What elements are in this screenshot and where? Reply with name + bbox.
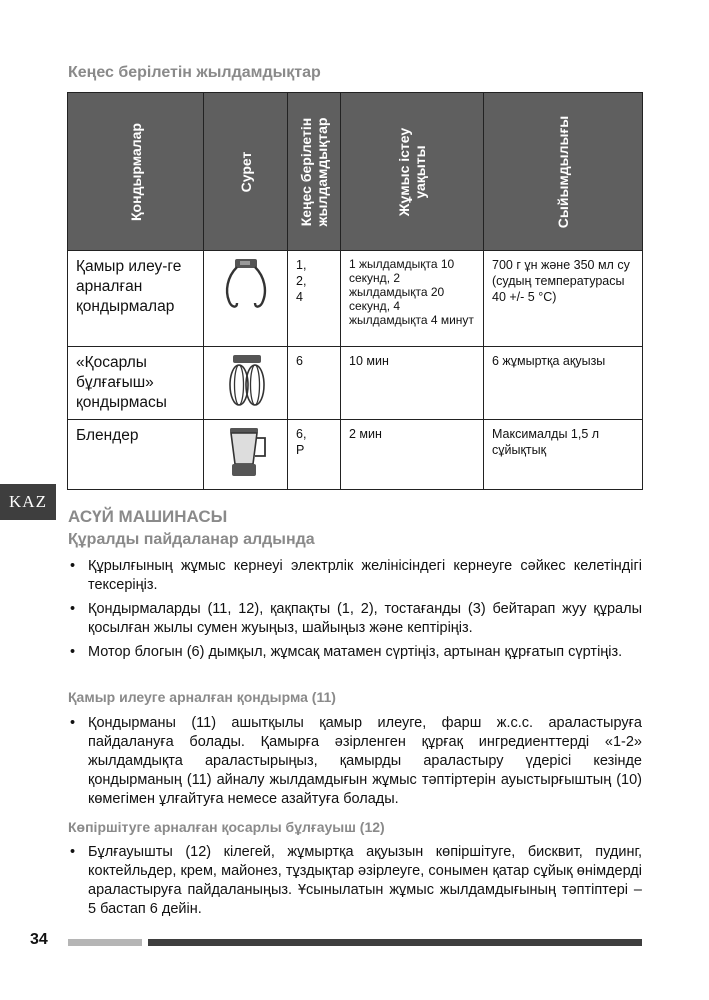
picture-cell [204, 347, 288, 420]
time-cell: 2 мин [341, 420, 484, 490]
header-cell [341, 93, 484, 251]
whisk-heading: Көпіршітуге арналған қосарлы бұлғауыш (12) [68, 819, 385, 835]
capacity-cell: 700 г ұн және 350 мл су (судың температурасы 40 +/- 5 °С) [484, 251, 643, 347]
table-header-row [68, 93, 643, 251]
dough-list [68, 714, 642, 814]
footer-bar-light [68, 939, 142, 946]
blender-jar-icon [221, 426, 273, 480]
double-whisk-icon [221, 353, 273, 409]
dough-hooks-icon [221, 257, 273, 315]
table-title: Кеңес берілетін жылдамдықтар [68, 64, 321, 81]
attachment-cell: Қамыр илеу-ге арналған қондырмалар [68, 251, 204, 347]
attachment-cell: «Қосарлы бұлғағыш» қондырмасы [68, 347, 204, 420]
whisk-list [68, 843, 642, 924]
picture-cell [204, 251, 288, 347]
subsection-title: Құралды пайдаланар алдында [68, 531, 315, 548]
language-tab: KAZ [0, 484, 56, 520]
speeds-cell: 1, 2, 4 [288, 251, 341, 347]
list-item: • Мотор блогын (6) дымқыл, жұмсақ матамен сүртіңіз, артынан құрғатып сүртіңіз. [68, 643, 642, 662]
header-speeds: Кеңес берілетін жылдамдықтар [298, 117, 330, 226]
list-item: • Бұлғауышты (12) кілегей, жұмыртқа ақуызын көпіршітуге, бисквит, пудинг, коктейльдер, крем, майонез, тұздықтар әзірлеуге, сонымен қатар сұйық өнімдерді араластыруға пайдаланыңыз. Ұсынылатын жұмыс жылдамдығының тәптіптері – 5 бастап 6 дейін. [68, 843, 642, 919]
before-use-list [68, 557, 642, 667]
footer-bar-dark [148, 939, 642, 946]
time-cell: 1 жылдамдықта 10 секунд, 2 жылдамдықта 20 секунд, 4 жылдамдықта 4 минут [341, 251, 484, 347]
speeds-cell: 6 [288, 347, 341, 420]
list-item: • Құрылғының жұмыс кернеуі электрлік желінісіндегі кернеуге сәйкес келетіндігі тексеріңіз. [68, 557, 642, 595]
header-cell [288, 93, 341, 251]
table-row [68, 420, 643, 490]
attachment-cell: Блендер [68, 420, 204, 490]
list-item: • Қондырмаларды (11, 12), қақпақты (1, 2), тостағанды (3) бейтарап жуу құралы қосылған жылы сумен жуыңыз, шайыңыз және кептіріңіз. [68, 600, 642, 638]
table-row [68, 251, 643, 347]
header-time: Жұмыс істеу уақыты [396, 127, 428, 216]
time-cell: 10 мин [341, 347, 484, 420]
header-cell [484, 93, 643, 251]
page-number: 34 [30, 931, 48, 948]
dough-heading: Қамыр илеуге арналған қондырма (11) [68, 689, 336, 705]
header-picture: Сурет [237, 151, 254, 192]
header-cell [68, 93, 204, 251]
header-attachments: Қондырмалар [127, 122, 144, 221]
list-item: • Қондырманы (11) ашытқылы қамыр илеуге, фарш ж.с.с. араластыруға пайдалануға болады. Қамырға әзірленген құрғақ ингредиенттерді «1-2» жылдамдықта араластырыңыз, қамырды араластыру үдерісі кезінде қондырманың (11) айналу жылдамдығын жұмыс тәптіртерін ауыстырғыштың (10) көмегімен ұлғайтуға немесе азайтуға болады. [68, 714, 642, 809]
capacity-cell: 6 жұмыртқа ақуызы [484, 347, 643, 420]
picture-cell [204, 420, 288, 490]
header-capacity: Сыйымдылығы [555, 115, 571, 228]
speeds-table [67, 92, 643, 490]
capacity-cell: Максималды 1,5 л сұйықтық [484, 420, 643, 490]
table-row [68, 347, 643, 420]
section-title: АСҮЙ МАШИНАСЫ [68, 507, 228, 526]
speeds-cell: 6, P [288, 420, 341, 490]
header-cell [204, 93, 288, 251]
